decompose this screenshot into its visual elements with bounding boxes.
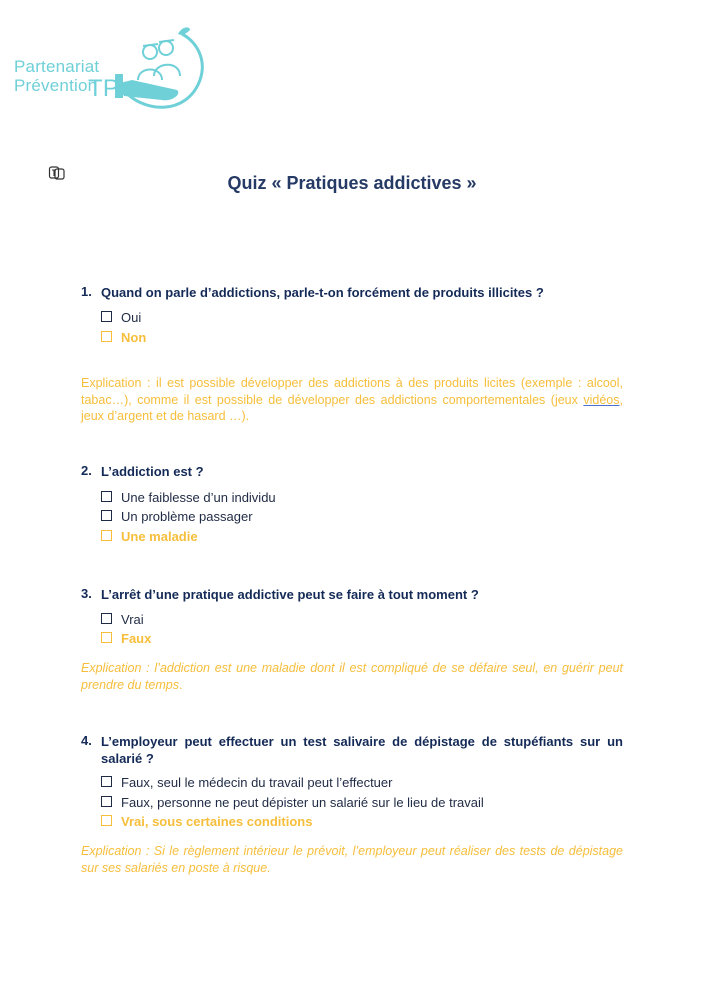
question-text: L’employeur peut effectuer un test salivaire de dépistage de stupéfiants sur un salarié ? xyxy=(101,734,623,766)
question-2 xyxy=(81,463,623,480)
logo-line1: Partenariat xyxy=(14,57,100,76)
option-label: Une faiblesse d’un individu xyxy=(121,490,276,505)
question-1 xyxy=(81,284,623,301)
option-label: Une maladie xyxy=(121,529,198,544)
explanation-text: Explication : l’addiction est une maladie dont il est compliqué de se défaire seul, en guérir peut prendre du temps xyxy=(81,661,623,692)
checkbox[interactable] xyxy=(101,331,112,342)
checkbox[interactable] xyxy=(101,613,112,624)
checkbox[interactable] xyxy=(101,776,112,787)
explanation-text-end: , jeux d’argent et de hasard …). xyxy=(81,392,623,423)
question-number: 1. xyxy=(81,284,92,299)
option-label: Faux, seul le médecin du travail peut l’effectuer xyxy=(121,775,393,790)
question-number: 2. xyxy=(81,463,92,478)
explanation-text: Explication : il est possible développer des addictions à des produits licites (exemple : alcool, tabac…), comme il est possible de développer des addictions comportementales (jeux xyxy=(81,376,623,407)
checkbox[interactable] xyxy=(101,510,112,521)
option-label: Un problème passager xyxy=(121,509,253,524)
option-label: Faux, personne ne peut dépister un salarié sur le lieu de travail xyxy=(121,795,484,810)
question-number: 3. xyxy=(81,586,92,601)
checkbox[interactable] xyxy=(101,530,112,541)
question-text: L’addiction est ? xyxy=(101,464,204,479)
checkbox[interactable] xyxy=(101,632,112,643)
option-label: Vrai xyxy=(121,612,144,627)
question-4 xyxy=(81,733,623,767)
checkbox[interactable] xyxy=(101,796,112,807)
explanation-underlined-word: vidéos xyxy=(583,392,620,407)
question-text: L’arrêt d’une pratique addictive peut se faire à tout moment ? xyxy=(101,587,479,602)
explanation-text-end: . xyxy=(178,677,183,692)
question-number: 4. xyxy=(81,733,92,748)
explanation-4: Explication : Si le règlement intérieur le prévoit, l’employeur peut réaliser des tests de dépistage sur ses salariés en poste à risque. xyxy=(81,844,623,875)
option-label: Non xyxy=(121,330,147,345)
option-label: Vrai, sous certaines conditions xyxy=(121,814,313,829)
checkbox[interactable] xyxy=(101,815,112,826)
logo-tp: TP xyxy=(88,75,120,102)
option-label: Oui xyxy=(121,310,142,325)
logo-line2: Prévention xyxy=(14,76,98,95)
checkbox[interactable] xyxy=(101,311,112,322)
page-title: Quiz « Pratiques addictives » xyxy=(227,173,477,193)
question-text: Quand on parle d’addictions, parle-t-on forcément de produits illicites ? xyxy=(101,285,544,300)
partenariat-prevention-tp-logo xyxy=(12,24,212,120)
option-label: Faux xyxy=(121,631,152,646)
question-3 xyxy=(81,586,623,603)
explanation-1 xyxy=(81,375,623,425)
explanation-3 xyxy=(81,660,623,693)
checkbox[interactable] xyxy=(101,491,112,502)
